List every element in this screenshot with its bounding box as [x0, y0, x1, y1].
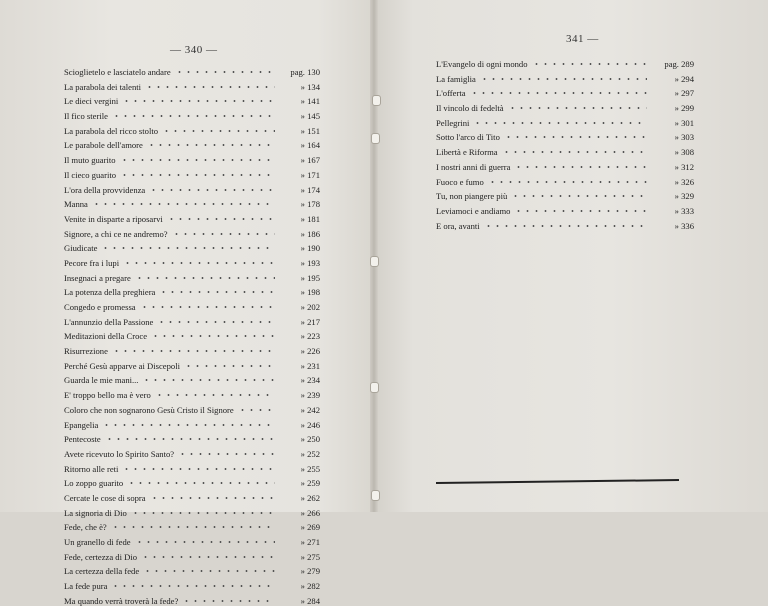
toc-entry-page: » 279	[300, 566, 320, 577]
toc-entry-title: La famiglia	[436, 73, 476, 84]
toc-entry-title: L'annunzio della Passione	[64, 316, 154, 327]
toc-entry-page: » 282	[300, 581, 320, 592]
binding-stitch	[372, 95, 381, 106]
toc-entry-title: Tu, non piangere più	[436, 191, 508, 202]
toc-entry-title: La signoria di Dio	[64, 507, 127, 518]
dot-leader	[127, 477, 275, 486]
toc-entry-title: Le parabole dell'amore	[64, 140, 143, 151]
dot-leader	[514, 205, 647, 214]
left-page	[0, 0, 374, 606]
dot-leader	[111, 580, 275, 589]
binding-stitch	[371, 133, 380, 144]
toc-entry	[436, 142, 694, 157]
toc-entry-page: » 167	[300, 155, 320, 166]
toc-entry-page: » 164	[300, 140, 320, 151]
toc-entry	[436, 127, 694, 142]
toc-entry-title: Leviamoci e andiamo	[436, 205, 511, 216]
dot-leader	[149, 184, 275, 193]
toc-entry-page: » 259	[300, 478, 320, 489]
toc-entry	[64, 165, 320, 180]
toc-entry-page: » 134	[300, 81, 320, 92]
toc-entry-title: La parabola dei talenti	[64, 81, 142, 92]
toc-entry-title: Libertà e Riforma	[436, 147, 498, 158]
dot-leader	[470, 87, 647, 96]
dot-leader	[141, 551, 275, 560]
dot-leader	[140, 301, 275, 310]
toc-entry-title: Il vincolo di fedeltà	[436, 103, 504, 114]
toc-entry	[64, 135, 320, 150]
binding-stitch	[371, 490, 380, 501]
dot-leader	[145, 81, 275, 90]
toc-entry	[64, 503, 320, 518]
toc-entry-page: » 252	[300, 448, 320, 459]
dot-leader	[162, 125, 275, 134]
dot-leader	[122, 463, 275, 472]
closing-rule	[436, 479, 679, 484]
toc-entry-title: Meditazioni della Croce	[64, 331, 148, 342]
dot-leader	[502, 146, 647, 155]
toc-entry-title: Coloro che non sognarono Gesù Cristo il Signore	[64, 404, 234, 415]
toc-entry	[64, 253, 320, 268]
toc-entry	[64, 459, 320, 474]
toc-entry	[64, 591, 320, 606]
toc-entry-title: La parabola del ricco stolto	[64, 125, 159, 136]
toc-entry-title: La certezza della fede	[64, 566, 140, 577]
toc-entry	[64, 532, 320, 547]
toc-entry-page: » 303	[674, 132, 694, 143]
dot-leader	[238, 404, 275, 413]
dot-leader	[135, 272, 275, 281]
toc-entry-title: Giudicate	[64, 243, 98, 254]
toc-entry-title: Le dieci vergini	[64, 96, 119, 107]
toc-entry-page: » 336	[674, 220, 694, 231]
toc-entry-page: » 242	[300, 404, 320, 415]
toc-entry	[64, 238, 320, 253]
toc-entry	[64, 326, 320, 341]
toc-entry	[64, 415, 320, 430]
toc-entry	[64, 517, 320, 532]
dot-leader	[102, 419, 275, 428]
toc-entry-page: » 271	[300, 537, 320, 547]
toc-entry	[64, 561, 320, 576]
toc-entry	[436, 83, 694, 98]
toc-entry-title: Avete ricevuto lo Spirito Santo?	[64, 448, 175, 459]
toc-entry-page: » 181	[300, 213, 320, 224]
dot-leader	[143, 565, 275, 574]
dot-leader	[123, 257, 275, 266]
dot-leader	[157, 316, 275, 325]
dot-leader	[184, 360, 275, 369]
dot-leader	[488, 176, 647, 185]
toc-entry-page: » 294	[674, 73, 694, 84]
toc-entry-page: » 234	[300, 375, 320, 386]
toc-entry-page: » 202	[300, 302, 320, 312]
dot-leader	[484, 220, 647, 229]
toc-entry	[64, 576, 320, 591]
toc-entry	[64, 106, 320, 121]
toc-entry-page: » 266	[300, 507, 320, 518]
dot-leader	[112, 345, 275, 354]
dot-leader	[504, 131, 647, 140]
dot-leader	[131, 507, 275, 516]
toc-entry-title: Insegnaci a pregare	[64, 272, 131, 283]
dot-leader	[120, 154, 275, 163]
toc-entry-page: » 174	[300, 184, 320, 195]
toc-entry-page: » 297	[674, 88, 694, 99]
toc-entry	[64, 547, 320, 562]
toc-entry-title: Lo zoppo guarito	[64, 478, 124, 489]
dot-leader	[112, 110, 275, 119]
right-page	[374, 0, 768, 512]
dot-leader	[147, 139, 275, 148]
toc-entry-page: pag. 289	[664, 59, 694, 69]
toc-entry-page: » 178	[300, 199, 320, 210]
toc-entry-page: » 217	[300, 316, 320, 327]
toc-entry-title: Il cieco guarito	[64, 169, 117, 180]
dot-leader	[155, 389, 275, 398]
dot-leader	[532, 58, 647, 67]
left-page-number: — 340 —	[170, 44, 218, 56]
toc-entry	[64, 268, 320, 283]
toc-entry-page: » 190	[300, 243, 320, 254]
toc-entry-title: Scioglietelo e lasciatelo andare	[64, 67, 171, 77]
dot-leader	[473, 117, 647, 126]
toc-entry-title: Congedo e promessa	[64, 302, 136, 312]
dot-leader	[101, 242, 275, 251]
toc-entry-title: L'ora della provvidenza	[64, 184, 146, 195]
toc-entry	[64, 91, 320, 106]
toc-entry-title: Fede, che è?	[64, 522, 107, 533]
toc-entry-page: » 141	[300, 96, 320, 107]
toc-entry	[64, 356, 320, 371]
toc-entry-page: » 269	[300, 522, 320, 533]
right-page-number: 341 —	[566, 33, 599, 45]
dot-leader	[508, 102, 647, 111]
toc-entry-title: Guarda le mie mani...	[64, 375, 139, 386]
toc-entry	[64, 370, 320, 385]
dot-leader	[120, 169, 275, 178]
toc-entry-title: L'Evangelo di ogni mondo	[436, 59, 528, 69]
toc-entry-page: » 333	[674, 205, 694, 216]
toc-entry-title: Pecore fra i lupi	[64, 257, 120, 268]
toc-entry-title: Epangelia	[64, 419, 99, 430]
toc-entry-page: » 198	[300, 287, 320, 298]
toc-entry-page: » 284	[300, 595, 320, 606]
toc-entry	[436, 69, 694, 84]
toc-entry-title: Ma quando verrà troverà la fede?	[64, 595, 179, 606]
toc-entry-page: » 151	[300, 125, 320, 136]
toc-entry-page: » 262	[300, 492, 320, 503]
toc-entry-page: » 186	[300, 228, 320, 239]
toc-entry	[64, 121, 320, 136]
toc-entry-title: Ritorno alle reti	[64, 463, 119, 474]
dot-leader	[167, 213, 275, 222]
toc-entry-title: Un granello di fede	[64, 537, 131, 547]
dot-leader	[92, 198, 275, 207]
dot-leader	[514, 161, 647, 170]
toc-entry-title: Cercate le cose di sopra	[64, 492, 146, 503]
toc-entry	[436, 186, 694, 201]
toc-entry	[436, 113, 694, 128]
toc-entry	[64, 77, 320, 92]
dot-leader	[151, 330, 275, 339]
toc-entry	[64, 385, 320, 400]
toc-entry-title: La fede pura	[64, 581, 108, 592]
toc-entry-title: Manna	[64, 199, 88, 210]
toc-entry-title: Pellegrini	[436, 117, 470, 128]
toc-entry-title: Risurrezione	[64, 346, 108, 357]
dot-leader	[111, 521, 275, 530]
toc-entry-title: Sotto l'arco di Tito	[436, 132, 500, 143]
toc-entry	[436, 157, 694, 172]
toc-entry-page: » 329	[674, 191, 694, 202]
toc-entry	[64, 488, 320, 503]
toc-entry-page: pag. 130	[290, 67, 320, 77]
dot-leader	[182, 595, 275, 604]
dot-leader	[172, 228, 275, 237]
dot-leader	[511, 190, 647, 199]
dot-leader	[122, 95, 275, 104]
toc-entry-title: L'offerta	[436, 88, 466, 99]
toc-entry	[64, 297, 320, 312]
toc-entry	[64, 224, 320, 239]
toc-entry	[436, 172, 694, 187]
left-table-of-contents	[64, 62, 320, 605]
toc-entry	[64, 282, 320, 297]
toc-entry-page: » 226	[300, 346, 320, 357]
toc-entry-title: I nostri anni di guerra	[436, 161, 511, 172]
toc-entry-page: » 308	[674, 147, 694, 158]
toc-entry-page: » 171	[300, 169, 320, 180]
toc-entry-title: Pentecoste	[64, 434, 101, 445]
toc-entry-page: » 312	[674, 161, 694, 172]
toc-entry-page: » 250	[300, 434, 320, 445]
dot-leader	[159, 286, 275, 295]
toc-entry-page: » 326	[674, 176, 694, 187]
dot-leader	[142, 374, 275, 383]
toc-entry	[64, 209, 320, 224]
dot-leader	[480, 73, 647, 82]
toc-entry	[436, 98, 694, 113]
toc-entry-title: Perché Gesù apparve ai Discepoli	[64, 360, 180, 371]
toc-entry-page: » 275	[300, 551, 320, 562]
toc-entry-page: » 255	[300, 463, 320, 474]
toc-entry	[64, 400, 320, 415]
dot-leader	[105, 433, 275, 442]
right-table-of-contents	[436, 54, 694, 230]
toc-entry-title: Il fico sterile	[64, 111, 108, 122]
dot-leader	[135, 536, 275, 545]
toc-entry	[436, 54, 694, 69]
toc-entry-title: Fuoco e fumo	[436, 176, 484, 187]
toc-entry	[64, 341, 320, 356]
toc-entry-title: Signore, a chi ce ne andremo?	[64, 228, 168, 239]
toc-entry-page: » 145	[300, 111, 320, 122]
toc-entry-page: » 223	[300, 331, 320, 342]
toc-entry	[64, 444, 320, 459]
binding-stitch	[370, 256, 379, 267]
toc-entry	[436, 201, 694, 216]
toc-entry	[436, 216, 694, 231]
toc-entry-title: La potenza della preghiera	[64, 287, 156, 298]
toc-entry-title: Fede, certezza di Dio	[64, 551, 138, 562]
toc-entry	[64, 429, 320, 444]
toc-entry	[64, 312, 320, 327]
binding-stitch	[370, 382, 379, 393]
toc-entry-page: » 301	[674, 117, 694, 128]
toc-entry-page: » 246	[300, 419, 320, 430]
toc-entry	[64, 150, 320, 165]
dot-leader	[175, 66, 275, 75]
toc-entry-title: Venite in disparte a riposarvi	[64, 213, 163, 224]
toc-entry	[64, 473, 320, 488]
dot-leader	[178, 448, 275, 457]
toc-entry-page: » 239	[300, 390, 320, 401]
toc-entry	[64, 62, 320, 77]
dot-leader	[150, 492, 275, 501]
toc-entry-page: » 193	[300, 257, 320, 268]
toc-entry-page: » 231	[300, 360, 320, 371]
toc-entry-page: » 299	[674, 103, 694, 114]
toc-entry-title: E' troppo bello ma è vero	[64, 390, 151, 401]
toc-entry-page: » 195	[300, 272, 320, 283]
toc-entry	[64, 194, 320, 209]
toc-entry	[64, 180, 320, 195]
toc-entry-title: E ora, avanti	[436, 220, 480, 231]
toc-entry-title: Il muto guarito	[64, 155, 116, 166]
